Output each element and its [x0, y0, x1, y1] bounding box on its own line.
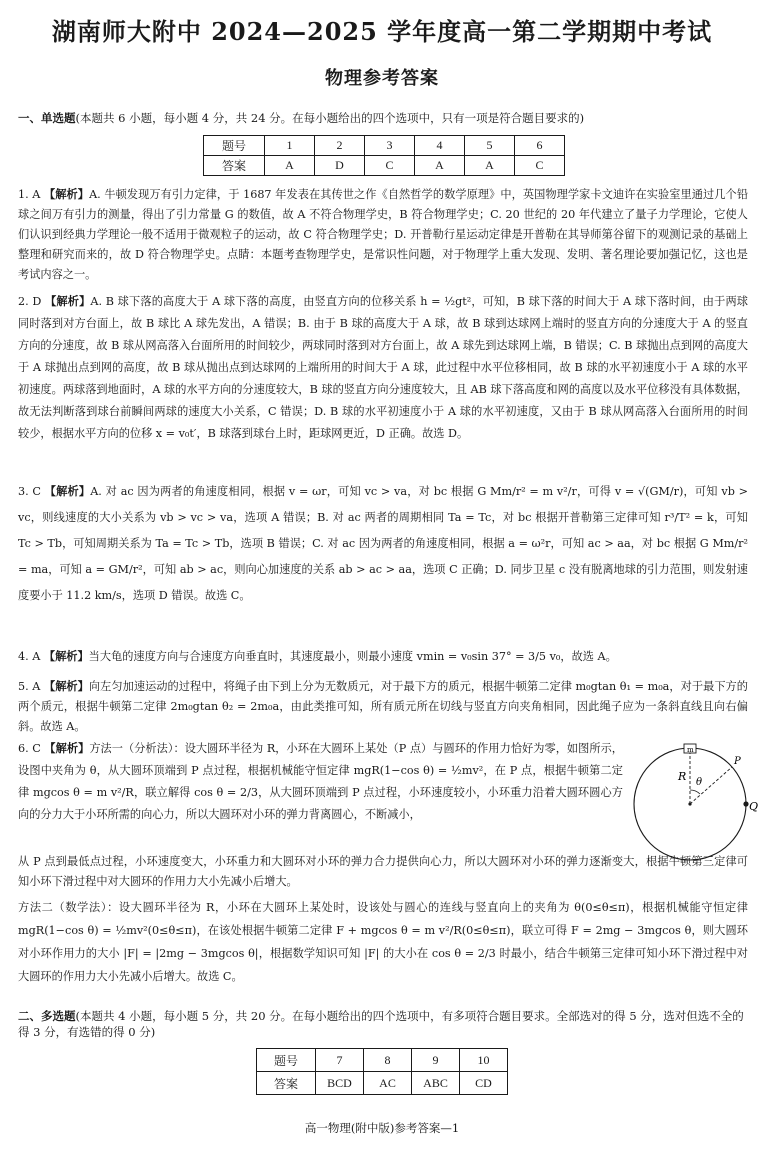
table-cell: D [315, 156, 365, 176]
analysis-tag: 【解析】 [44, 741, 90, 755]
section1-title: 一、单选题 [18, 111, 76, 125]
table-cell: 4 [415, 136, 465, 156]
table-cell: 5 [465, 136, 515, 156]
analysis-tag: 【解析】 [44, 484, 91, 498]
question-text: A. 对 ac 因为两者的角速度相同，根据 v = ωr，可知 vc > va，对 bc 根据 G Mm/r² = m v²/r，可得 v = √(GM/r)，可知 vb > vc，则线速度的大小关系为 vb > vc > va，选项 A 错误；B. 对 ac 两者的周期相同 Ta = Tc，对 bc 根据开普勒第三定律可知 r³/T² = k，可知 Tc > Tb，可知周期关系为 Ta = Tc > Tb，选项 B 错误；C. 对 ac 因为两者的角速度相同，根据 a = ω²r，可知 ac > aa，对 bc 根据 G Mm/r² = ma，可知 a = GM/r²，可知 ab > ac，则向心加速度的关系 ab > ac > aa，选项 C 正确；D. 同步卫星 c 没有脱离地球的引力范围，则发射速度要小于 11.2 km/s，选项 D 错误。故选 C。 [18, 485, 748, 602]
label-theta: θ [696, 777, 703, 788]
center-point [688, 802, 691, 805]
question-number: 4. A [18, 650, 41, 663]
table-cell: AC [364, 1072, 412, 1095]
table-header-cell: 答案 [257, 1072, 316, 1095]
question-number: 1. A [18, 188, 41, 201]
table-header-cell: 题号 [204, 136, 265, 156]
question-6-method2 [18, 896, 748, 988]
table-cell: 3 [365, 136, 415, 156]
table-cell: CD [460, 1072, 508, 1095]
table-cell: C [365, 156, 415, 176]
question-number: 6. C [18, 742, 41, 755]
section2-desc: (本题共 4 小题，每小题 5 分，共 20 分。在每小题给出的四个选项中，有多项符合题目要求。全部选对的得 5 分，选对但选不全的得 3 分，有选错的得 0 分) [18, 1009, 744, 1039]
analysis-tag: 【解析】 [43, 649, 89, 663]
question-3-explanation [18, 478, 748, 609]
table-cell: BCD [316, 1072, 364, 1095]
table-cell: 8 [364, 1049, 412, 1072]
question-number: 2. D [18, 295, 42, 308]
question-4-explanation [18, 646, 748, 667]
table-header-cell: 题号 [257, 1049, 316, 1072]
question-text: 当大龟的速度方向与合速度方向垂直时，其速度最小，则最小速度 vmin = v₀sin 37° = 3/5 v₀，故选 A。 [88, 650, 617, 663]
point-q [743, 801, 748, 806]
question-text: A. 牛顿发现万有引力定律，于 1687 年发表在其传世之作《自然哲学的数学原理》中，英国物理学家卡文迪许在实验室里通过几个铅球之间万有引力的测量，得出了引力常量 G 的数值，故 A 不符合物理学史，B 符合物理学史；C. 20 世纪的 20 年代建立了量子力学理论，它使人们认识到经典力学理论一般不适用于微观粒子的运动，故 C 符合物理学史；D. 开普勒行星运动定律是开普勒在其导师第谷留下的观测记录的基础上整理和研究而来的，故 D 符合物理学史。点睛：本题考查物理学史，是常识性问题，对于物理学上重大发现、发明、著名理论要加强记忆，这也是考试内容之一。 [18, 188, 749, 281]
table-cell: A [415, 156, 465, 176]
table-row [204, 136, 565, 156]
question-2-explanation [18, 290, 748, 445]
question-text-method1: 方法一（分析法）：设大圆环半径为 R，小环在大圆环上某处（P 点）与圆环的作用力恰好为零，如图所示，设图中夹角为 θ，从大圆环顶端到 P 点过程，根据机械能守恒定律 mgR(1−cos θ) = ½mv²，在 P 点，根据牛顿第二定律 mgcos θ = m v²/R，联立解得 cos θ = 2/3，从大圆环顶端到 P 点过程，小环速度较小，小环重力沿着大圆环圆心方向的分力大于小环所需的向心力，所以大圆环对小环的弹力背离圆心，不断减小， [18, 742, 623, 821]
question-text: A. B 球下落的高度大于 A 球下落的高度，由竖直方向的位移关系 h = ½gt²，可知，B 球下落的时间大于 A 球下落时间，由于两球同时落到对方台面上，故 B 球比 A 球先发出，A 错误；B. 由于 B 球的高度大于 A 球，故 B 球到达球网上端时的竖直方向的分速度大于 A 的竖直方向的分速度，故 B 球从网高落入台面所用的时间较少，两球同时落到对方台面上，故 A 球先到达球网上端，B 错误；C. B 球抛出点到网的高度大于 A 球抛出点到网的高度，故 B 球从抛出点到达球网的上端所用的时间大于 A 球，此过程中水平位移相同，故 B 球的水平初速度小于 A 球的水平初速度。两球落到地面时，A 球的水平方向的分速度较大，B 球的竖直方向分速度较大，且 AB 球下落高度和网的高度以及水平位移没有具体数据，故无法判断落到球台前瞬间两球的速度大小关系，C 错误；D. B 球的水平初速度小于 A 球的水平初速度，又由于 B 球从网高落入台面所用的时间较少，根据水平方向的位移 x = v₀t′，B 球落到球台上时，距球网更近，D 正确。故选 D。 [18, 295, 748, 440]
section2-answer-table [256, 1048, 508, 1095]
question-1-explanation [18, 184, 748, 285]
table-cell: ABC [412, 1072, 460, 1095]
label-q: Q [749, 800, 759, 813]
question-5-explanation [18, 676, 748, 737]
ring-figure [628, 738, 759, 866]
table-cell: 6 [515, 136, 565, 156]
page-footer: 高一物理(附中版)参考答案—1 [304, 1121, 460, 1135]
page-title: 湖南师大附中 2024—2025 学年度高一第二学期期中考试 [51, 17, 713, 46]
question-6-explanation [18, 737, 623, 826]
table-cell: 2 [315, 136, 365, 156]
angle-arc [690, 790, 700, 794]
table-cell: 10 [460, 1049, 508, 1072]
table-cell: 7 [316, 1049, 364, 1072]
table-cell: A [465, 156, 515, 176]
label-r: R [678, 770, 687, 783]
question-text: 向左匀加速运动的过程中，将绳子由下到上分为无数质元，对于最下方的质元，根据牛顿第二定律 m₀gtan θ₁ = m₀a，对于最下方的两个质元，根据牛顿第二定律 2m₀gtan θ₂ = 2m₀a，由此类推可知，所有质元所在切线与竖直方向夹角相同，因此绳子应为一条斜直线且向右偏斜。故选 A。 [18, 680, 748, 733]
label-m: m [687, 746, 694, 754]
question-text-method2: 方法二（数学法）：设大圆环半径为 R，小环在大圆环上某处时，设该处与圆心的连线与竖直向上的夹角为 θ(0≤θ≤π)，根据机械能守恒定律 mgR(1−cos θ) = ½mv²(0≤θ≤π)，在该处根据牛顿第二定律 F + mgcos θ = m v²/R(0≤θ≤π)，联立可得 F = 2mg − 3mgcos θ，则大圆环对小环作用力的大小 |F| = |2mg − 3mgcos θ|，根据数学知识可知 |F| 的大小在 cos θ = 2/3 时最小，结合牛顿第三定律可知小环下滑过程中对大圆环的作用力大小先减小后增大。故选 C。 [18, 901, 748, 983]
table-cell: 1 [265, 136, 315, 156]
section2-title: 二、多选题 [18, 1009, 76, 1023]
table-row [257, 1072, 508, 1095]
table-row [204, 156, 565, 176]
section1-answer-table [203, 135, 565, 176]
table-cell: 9 [412, 1049, 460, 1072]
table-cell: C [515, 156, 565, 176]
question-number: 5. A [18, 680, 41, 693]
question-text-method1-cont: 从 P 点到最低点过程，小环速度变大，小环重力和大圆环对小环的弹力合力提供向心力，所以大圆环对小环的弹力逐渐变大，根据牛顿第三定律可知小环下滑过程中对大圆环的作用力大小先减小后增大。 [18, 855, 748, 888]
page-subtitle: 物理参考答案 [325, 68, 439, 89]
section1-heading [18, 110, 748, 126]
analysis-tag: 【解析】 [44, 187, 90, 201]
question-number: 3. C [18, 485, 41, 498]
section1-desc: (本题共 6 小题，每小题 4 分，共 24 分。在每小题给出的四个选项中，只有一项是符合题目要求的) [75, 111, 585, 125]
analysis-tag: 【解析】 [43, 679, 89, 693]
table-row [257, 1049, 508, 1072]
label-p: P [734, 756, 741, 767]
section2-heading [18, 1008, 748, 1040]
analysis-tag: 【解析】 [45, 294, 91, 308]
table-header-cell: 答案 [204, 156, 265, 176]
table-cell: A [265, 156, 315, 176]
